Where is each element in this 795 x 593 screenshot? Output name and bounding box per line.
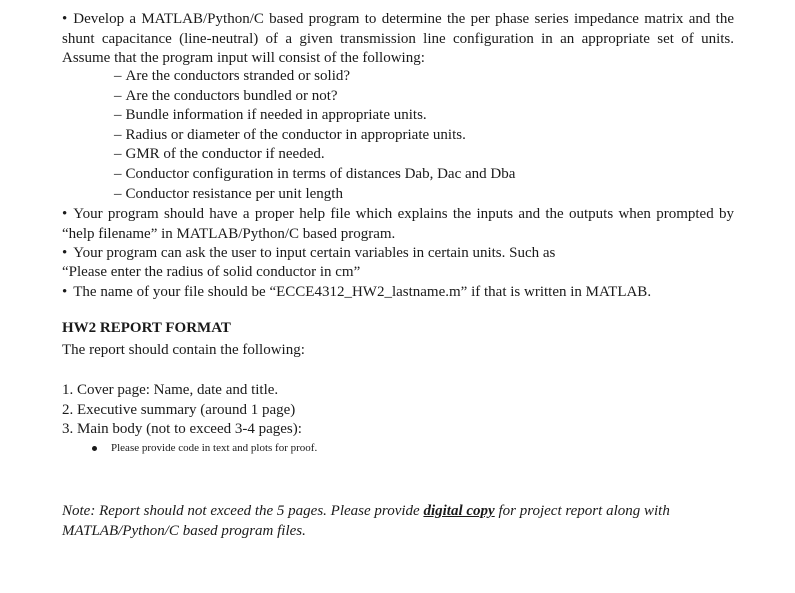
report-section-item: 3. Main body (not to exceed 3-4 pages): — [62, 421, 302, 438]
bullet-user-input: • Your program can ask the user to input certain variables in certain units. Such as — [62, 244, 555, 264]
input-item: – Conductor configuration in terms of distances Dab, Dac and Dba — [114, 165, 515, 185]
report-sections-list — [62, 381, 302, 440]
digital-copy-emphasis: digital copy — [423, 503, 495, 519]
bullet-help-file: • Your program should have a proper help file which explains the inputs and the outputs when prompted by “help filename” in MATLAB/Python/C based program. — [62, 205, 734, 244]
bullet-dot-icon — [92, 446, 97, 451]
note-text-before: Note: Report should not exceed the 5 pages. Please provide — [62, 503, 424, 519]
report-section-item: 2. Executive summary (around 1 page) — [62, 401, 296, 418]
bullet-develop-program: • Develop a MATLAB/Python/C based program to determine the per phase series impedance matrix and the shunt capacitance (line-neutral) of a given transmission line configuration in an appropriate set of units. Assume that the program input will consist of the following: — [62, 10, 734, 69]
input-item: – Are the conductors stranded or solid? — [114, 67, 515, 87]
code-plots-bullet — [92, 442, 317, 454]
code-plots-text: Please provide code in text and plots for proof. — [111, 442, 318, 454]
bullet-file-name: • The name of your file should be “ECCE4312_HW2_lastname.m” if that is written in MATLAB. — [62, 283, 651, 303]
input-item: – GMR of the conductor if needed. — [114, 145, 515, 165]
input-item: – Conductor resistance per unit length — [114, 185, 515, 205]
input-item: – Radius or diameter of the conductor in appropriate units. — [114, 126, 515, 146]
user-input-example: “Please enter the radius of solid conductor in cm” — [62, 264, 361, 280]
input-item: – Are the conductors bundled or not? — [114, 87, 515, 107]
report-section-item: 1. Cover page: Name, date and title. — [62, 382, 279, 398]
report-intro: The report should contain the following: — [62, 342, 305, 358]
report-note — [62, 502, 742, 541]
report-format-heading: HW2 REPORT FORMAT — [62, 320, 231, 336]
input-item: – Bundle information if needed in appropriate units. — [114, 106, 515, 126]
program-inputs-list — [114, 67, 515, 204]
note-text-after: for project report along with MATLAB/Python/C based program files. — [62, 503, 670, 539]
